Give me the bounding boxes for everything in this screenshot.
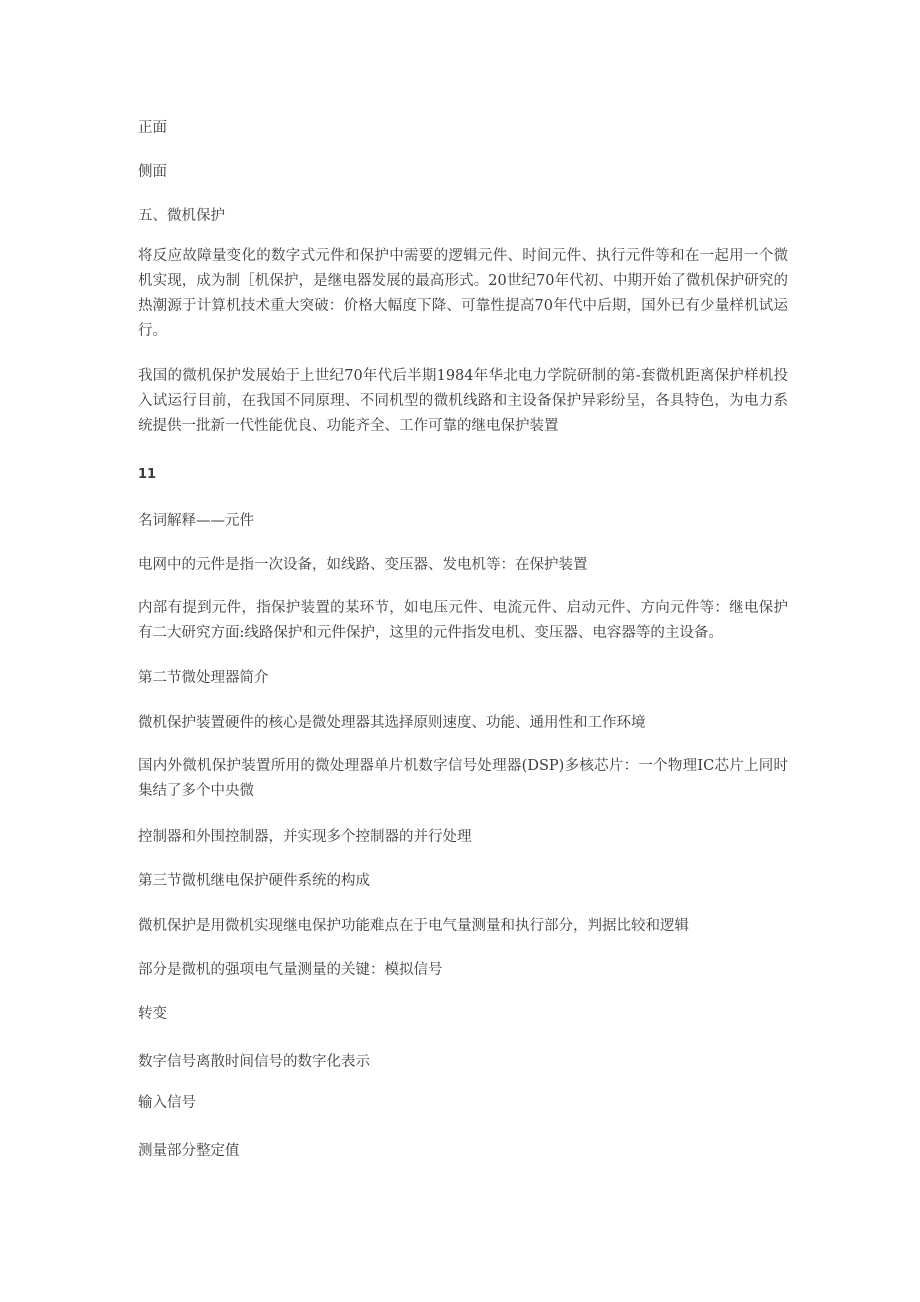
section2-title: 第二节微处理器简介 [138,670,269,686]
microprocessor-line: 微机保护装置硬件的核心是微处理器其选择原则速度、功能、通用性和工作环境 [138,715,646,731]
text-line-side: 侧面 [138,164,167,180]
hardware-line-2: 部分是微机的强项电气量测量的关键：模拟信号 [138,962,443,978]
section3-title: 第三节微机继电保护硬件系统的构成 [138,873,370,889]
term-title: 名词解释——元件 [138,513,254,529]
hardware-line-5: 输入信号 [138,1095,196,1111]
term-line: 电网中的元件是指一次设备，如线路、变压器、发电机等：在保护装置 [138,557,588,573]
section-number: 11 [138,467,157,482]
heading-microcomputer-protection: 五、微机保护 [138,208,225,224]
paragraph-china-history: 我国的微机保护发展始于上世纪70年代后半期1984年华北电力学院研制的第-套微机距离保护样机投入试运行目前，在我国不同原理、不同机型的微机线路和主设备保护异彩纷呈，各具特色，为电力系统提供一批新一代性能优良、功能齐全、工作可靠的继电保护装置 [138,368,788,434]
controller-line: 控制器和外围控制器，并实现多个控制器的并行处理 [138,829,472,845]
term-paragraph: 内部有提到元件，指保护装置的某环节，如电压元件、电流元件、启动元件、方向元件等：继电保护有二大研究方面:线路保护和元件保护，这里的元件指发电机、变压器、电容器等的主设备。 [138,600,788,641]
text-line-front: 正面 [138,120,167,136]
paragraph-intro: 将反应故障量变化的数字式元件和保护中需要的逻辑元件、时间元件、执行元件等和在一起用一个微机实现，成为制［机保护，是继电器发展的最高形式。20世纪70年代初、中期开始了微机保护研究的热潮源于计算机技术重大突破：价格大幅度下降、可靠性提高70年代中后期，国外已有少量样机试运行。 [138,248,788,339]
hardware-line-6: 测量部分整定值 [138,1143,240,1159]
hardware-line-4: 数字信号离散时间信号的数字化表示 [138,1054,370,1070]
hardware-line-3: 转变 [138,1006,167,1022]
microprocessor-paragraph: 国内外微机保护装置所用的微处理器单片机数字信号处理器(DSP)多核芯片：一个物理IC芯片上同时集结了多个中央微 [138,758,788,799]
hardware-line-1: 微机保护是用微机实现继电保护功能难点在于电气量测量和执行部分，判据比较和逻辑 [138,918,689,934]
